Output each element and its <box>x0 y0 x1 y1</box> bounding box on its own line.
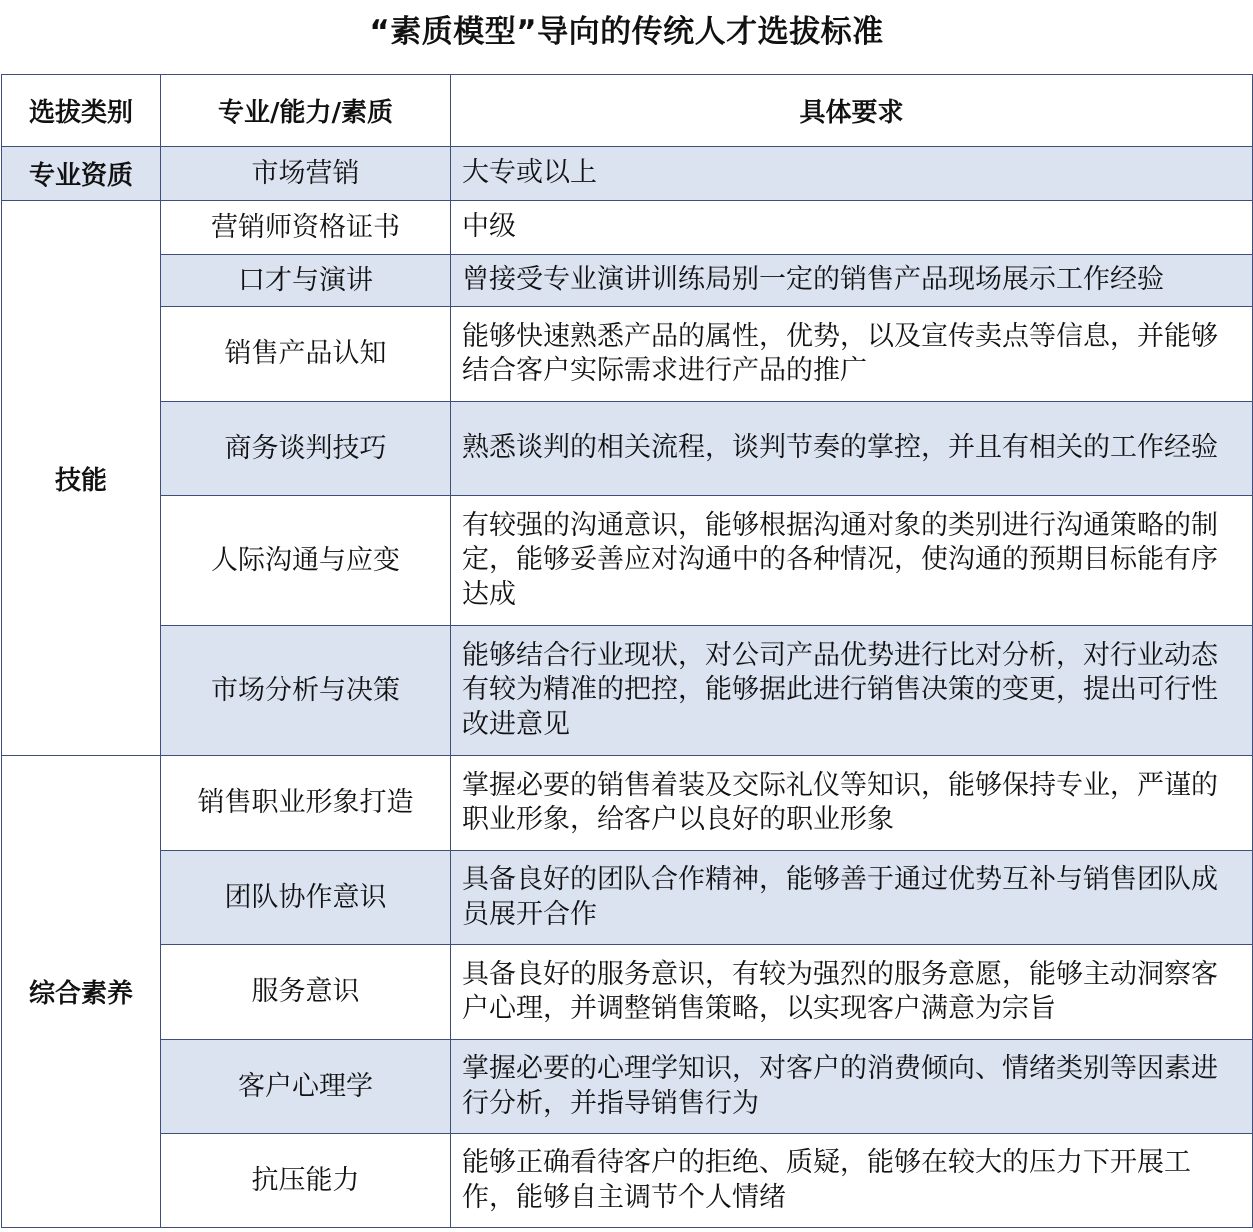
table-row <box>2 945 1253 1040</box>
requirement-cell: 掌握必要的销售着装及交际礼仪等知识，能够保持专业，严谨的职业形象，给客户以良好的职业形象 <box>451 756 1253 851</box>
table-row <box>2 1040 1253 1134</box>
category-skills: 技能 <box>2 201 161 756</box>
competency-cell: 团队协作意识 <box>161 851 451 945</box>
competency-cell: 口才与演讲 <box>161 255 451 307</box>
header-category: 选拔类别 <box>2 75 161 147</box>
competency-cell: 市场分析与决策 <box>161 626 451 756</box>
category-professional: 专业资质 <box>2 147 161 201</box>
competency-cell: 销售职业形象打造 <box>161 756 451 851</box>
competency-cell: 销售产品认知 <box>161 307 451 402</box>
requirement-cell: 具备良好的服务意识，有较为强烈的服务意愿，能够主动洞察客户心理，并调整销售策略，以实现客户满意为宗旨 <box>451 945 1253 1040</box>
competency-cell: 人际沟通与应变 <box>161 496 451 626</box>
header-requirement: 具体要求 <box>451 75 1253 147</box>
competency-cell: 商务谈判技巧 <box>161 402 451 496</box>
table-row <box>2 851 1253 945</box>
table-row <box>2 147 1253 201</box>
table-row <box>2 255 1253 307</box>
table-row <box>2 496 1253 626</box>
table-header-row <box>2 75 1253 147</box>
requirement-cell: 能够结合行业现状，对公司产品优势进行比对分析，对行业动态有较为精准的把控，能够据此进行销售决策的变更，提出可行性改进意见 <box>451 626 1253 756</box>
table-row <box>2 307 1253 402</box>
requirement-cell: 曾接受专业演讲训练局别一定的销售产品现场展示工作经验 <box>451 255 1253 307</box>
requirement-cell: 具备良好的团队合作精神，能够善于通过优势互补与销售团队成员展开合作 <box>451 851 1253 945</box>
competency-cell: 市场营销 <box>161 147 451 201</box>
selection-standards-table <box>1 74 1253 1228</box>
requirement-cell: 能够快速熟悉产品的属性，优势，以及宣传卖点等信息，并能够结合客户实际需求进行产品的推广 <box>451 307 1253 402</box>
requirement-cell: 中级 <box>451 201 1253 255</box>
requirement-cell: 有较强的沟通意识，能够根据沟通对象的类别进行沟通策略的制定，能够妥善应对沟通中的各种情况，使沟通的预期目标能有序达成 <box>451 496 1253 626</box>
requirement-cell: 熟悉谈判的相关流程，谈判节奏的掌控，并且有相关的工作经验 <box>451 402 1253 496</box>
category-general: 综合素养 <box>2 756 161 1228</box>
header-competency: 专业/能力/素质 <box>161 75 451 147</box>
competency-cell: 营销师资格证书 <box>161 201 451 255</box>
table-row <box>2 201 1253 255</box>
table-row <box>2 402 1253 496</box>
competency-cell: 服务意识 <box>161 945 451 1040</box>
competency-cell: 抗压能力 <box>161 1134 451 1228</box>
table-row <box>2 1134 1253 1228</box>
requirement-cell: 掌握必要的心理学知识，对客户的消费倾向、情绪类别等因素进行分析，并指导销售行为 <box>451 1040 1253 1134</box>
page-title: “素质模型”导向的传统人才选拔标准 <box>369 14 884 50</box>
table-row <box>2 626 1253 756</box>
competency-cell: 客户心理学 <box>161 1040 451 1134</box>
table-row <box>2 756 1253 851</box>
requirement-cell: 大专或以上 <box>451 147 1253 201</box>
requirement-cell: 能够正确看待客户的拒绝、质疑，能够在较大的压力下开展工作，能够自主调节个人情绪 <box>451 1134 1253 1228</box>
